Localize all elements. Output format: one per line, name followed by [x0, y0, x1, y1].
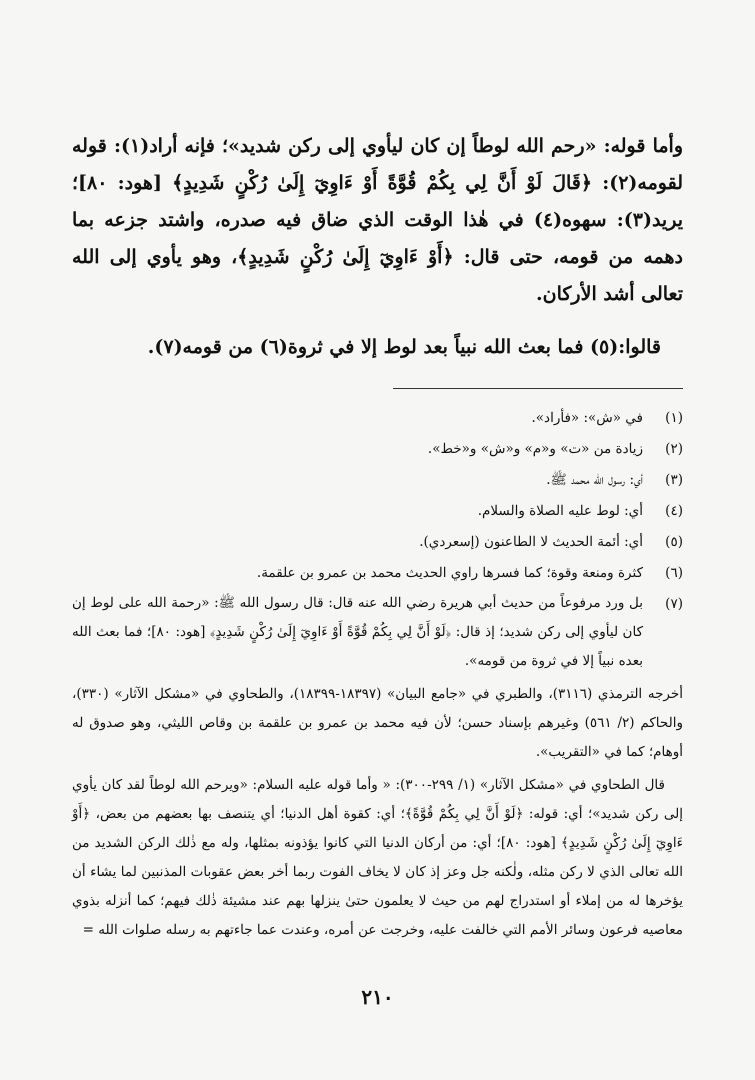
footnote-text: بل ورد مرفوعاً من حديث أبي هريرة رضي الله عنه قال: قال رسول الله ﷺ: «رحمة الله على لوط إن كان ليأوي إلى ركن شديد؛ إذ قال: ﴿لَوْ أَنَّ لِي بِكُمْ قُوَّةً أَوْ ءَاوِيٓ إِلَىٰ رُكْنٍ شَدِيدٍ﴾ [هود: ٨٠]؛ فما بعث الله بعده نبياً إلا في ثروة من قومه».	[72, 595, 643, 669]
footnote-number: (٥)	[665, 534, 683, 550]
footnote-number: (٦)	[665, 565, 683, 581]
footnote-item	[72, 589, 683, 676]
main-paragraph: وأما قوله: «رحم الله لوطاً إن كان ليأوي إلى ركن شديد»؛ فإنه أراد(١): قوله لقومه(٢): ﴿قَالَ لَوْ أَنَّ لِي بِكُمْ قُوَّةً أَوْ ءَاوِيٓ إِلَىٰ رُكْنٍ شَدِيدٍ﴾ [هود: ٨٠]؛ يريد(٣): سهوه(٤) في هٰذا الوقت الذي ضاق فيه صدره، واشتد جزعه بما دهمه من قومه، حتى قال: ﴿أَوْ ءَاوِيٓ إِلَىٰ رُكْنٍ شَدِيدٍ﴾، وهو يأوي إلى الله تعالى أشد الأركان.	[72, 135, 683, 305]
footnote-text: كثرة ومنعة وقوة؛ كما فسرها راوي الحديث محمد بن عمرو بن علقمة.	[256, 565, 643, 581]
footnote-text: أي: لوط عليه الصلاة والسلام.	[477, 503, 643, 519]
footnote-separator-wrap	[72, 388, 683, 389]
footnote-separator	[393, 388, 683, 389]
footnote-text: أي: رسول الله محمد ﷺ.	[546, 472, 643, 488]
footnote-text: أي: أئمة الحديث لا الطاعنون (إسعردي).	[419, 534, 643, 550]
footnote-number: (٣)	[665, 472, 683, 488]
footnote-continuation: قال الطحاوي في «مشكل الآثار» (١/ ٢٩٩-٣٠٠): « وأما قوله عليه السلام: «ويرحم الله لوطاً لقد كان يأوي إلى ركن شديد»؛ أي: قوله: ﴿لَوْ أَنَّ لِي بِكُمْ قُوَّةً﴾؛ أي: كقوة أهل الدنيا؛ أي يتنصف بها بعضهم من بعض، ﴿أَوْ ءَاوِيٓ إِلَىٰ رُكْنٍ شَدِيدٍ﴾ [هود: ٨٠]؛ أي: من أركان الدنيا التي كانوا يؤذونه بمثلها، وله مع ذٰلك الركن الشديد من الله تعالى الذي لا ركن مثله، ولٰكنه جل وعز إذ كان لا يخاف الفوت ربما أخر بعض عقوبات المذنبين لما يشاء أن يؤخرها له من إملاء أو استدراج لهم من حيث لا يعلمون حتىٰ ينزلها بهم عند مشيئة ذٰلك فيهم؛ كما أنزله بذوي معاصيه فرعون وسائر الأمم التي خالفت عليه، وخرجت عن أمره، وعندت عما جاءتهم به رسله صلوات الله =	[72, 777, 684, 938]
footnote-number: (٤)	[665, 503, 683, 519]
footnote-item	[72, 403, 683, 434]
main-paragraph-said: قالوا:(٥) فما بعث الله نبياً بعد لوط إلا في ثروة(٦) من قومه(٧).	[147, 336, 661, 358]
main-text	[72, 128, 683, 366]
footnote-number: (٧)	[665, 596, 683, 612]
footnote-item	[72, 558, 683, 589]
footnote-continuation: أخرجه الترمذي (٣١١٦)، والطبري في «جامع البيان» (١٨٣٩٧-١٨٣٩٩)، والطحاوي في «مشكل الآثار» (٣٣٠)، والحاكم (٢/ ٥٦١) وغيرهم بإسناد حسن؛ لأن فيه محمد بن عمرو بن علقمة بن وقاص الليثي، وهو صدوق له أوهام؛ كما في «التقريب».	[72, 686, 684, 760]
footnote-number: (٢)	[665, 441, 683, 457]
footnote-item	[72, 434, 683, 465]
footnote-item	[72, 465, 683, 496]
footnote-text: زيادة من «ت» و«م» و«ش» و«خط».	[427, 441, 643, 457]
footnote-item	[72, 527, 683, 558]
footnote-text: في «ش»: «فأراد».	[531, 410, 643, 426]
page-number: ٢١٠	[361, 985, 394, 1009]
footnotes	[72, 403, 683, 945]
footnote-item	[72, 496, 683, 527]
footnote-number: (١)	[665, 410, 683, 426]
